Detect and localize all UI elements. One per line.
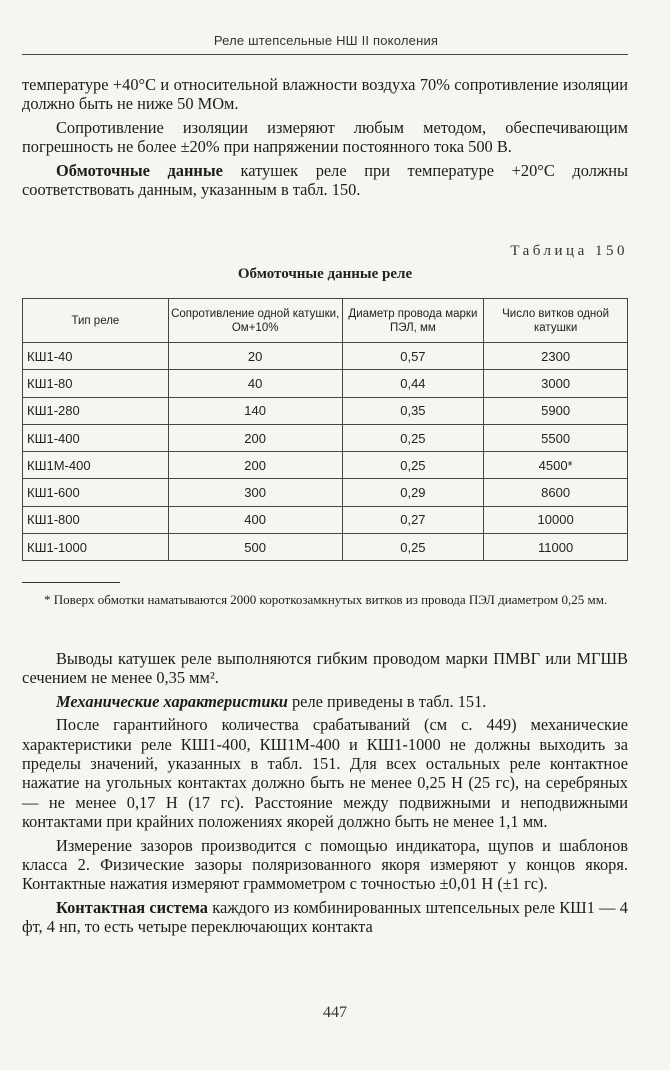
table-cell: 8600 bbox=[484, 479, 628, 506]
table-cell: 0,44 bbox=[342, 370, 484, 397]
footnote-rule bbox=[22, 582, 120, 583]
table-cell: 0,57 bbox=[342, 343, 484, 370]
column-header: Число витков одной катушки bbox=[484, 299, 628, 343]
bold-lead: Механические характеристики bbox=[56, 691, 288, 711]
table-row bbox=[23, 452, 628, 479]
table-cell: КШ1-40 bbox=[23, 343, 169, 370]
table-cell: КШ1-600 bbox=[23, 479, 169, 506]
table-cell: 140 bbox=[168, 397, 342, 424]
table-cell: 20 bbox=[168, 343, 342, 370]
paragraph: Сопротивление изоляции измеряют любым методом, обеспечивающим погрешность не более ±20% при напряжении постоянного тока 500 В. bbox=[22, 117, 628, 157]
body-text-bottom bbox=[22, 649, 628, 937]
table-row bbox=[23, 343, 628, 370]
table-cell: 0,25 bbox=[342, 534, 484, 561]
column-header: Тип реле bbox=[23, 299, 169, 343]
bold-lead: Контактная система bbox=[56, 897, 208, 917]
paragraph bbox=[22, 692, 628, 711]
table-cell: КШ1-80 bbox=[23, 370, 169, 397]
table-cell: 10000 bbox=[484, 506, 628, 533]
bold-lead: Обмоточные данные bbox=[56, 160, 223, 180]
header-rule bbox=[22, 54, 628, 55]
table-cell: 2300 bbox=[484, 343, 628, 370]
table-cell: 400 bbox=[168, 506, 342, 533]
table-cell: 11000 bbox=[484, 534, 628, 561]
table-cell: 200 bbox=[168, 452, 342, 479]
table-cell: КШ1-800 bbox=[23, 506, 169, 533]
table-row bbox=[23, 370, 628, 397]
table-cell: 300 bbox=[168, 479, 342, 506]
paragraph bbox=[22, 898, 628, 937]
paragraph: температуре +40°С и относительной влажности воздуха 70% сопротивление изоляции должно быть не ниже 50 МОм. bbox=[22, 75, 628, 114]
table-cell: 40 bbox=[168, 370, 342, 397]
footnote: * Поверх обмотки наматываются 2000 короткозамкнутых витков из провода ПЭЛ диаметром 0,25 мм. bbox=[44, 592, 608, 607]
table-row bbox=[23, 534, 628, 561]
table-row bbox=[23, 506, 628, 533]
table-cell: КШ1-400 bbox=[23, 424, 169, 451]
table-cell: 0,35 bbox=[342, 397, 484, 424]
table-cell: 0,27 bbox=[342, 506, 484, 533]
table-header-row bbox=[23, 299, 628, 343]
paragraph-text: каждого из комбинированных штепсельных реле КШ1 — 4 фт, 4 нп, то есть четыре переключающих контакта bbox=[22, 897, 628, 937]
paragraph-text: реле приведены в табл. 151. bbox=[287, 691, 487, 711]
paragraph-text: катушек реле при температуре +20°С должны соответствовать данным, указанным в табл. 150. bbox=[22, 160, 628, 200]
table-cell: КШ1М-400 bbox=[23, 452, 169, 479]
column-header: Диаметр провода марки ПЭЛ, мм bbox=[342, 299, 484, 343]
table-cell: 200 bbox=[168, 424, 342, 451]
table-label: Таблица 150 bbox=[510, 243, 628, 259]
running-header: Реле штепсельные НШ II поколения bbox=[213, 33, 439, 48]
body-text-top bbox=[22, 75, 628, 199]
table-cell: 5500 bbox=[484, 424, 628, 451]
paragraph: После гарантийного количества срабатываний (см с. 449) механические характеристики реле КШ1-400, КШ1М-400 и КШ1-1000 не должны выходить за пределы значений, указанных в табл. 151. Для всех остальных реле контактное нажатие на угольных контактах должно быть не менее 0,25 Н (25 гс), на серебряных — не менее 0,17 Н (17 гс). Расстояние между подвижными и неподвижными контактами при крайних положениях якорей должно быть не менее 1,1 мм. bbox=[22, 715, 628, 832]
winding-data-table bbox=[22, 298, 628, 561]
table-cell: КШ1-1000 bbox=[23, 534, 169, 561]
table-cell: 500 bbox=[168, 534, 342, 561]
table-row bbox=[23, 479, 628, 506]
table-row bbox=[23, 397, 628, 424]
table-row bbox=[23, 424, 628, 451]
table-cell: 3000 bbox=[484, 370, 628, 397]
table-cell: 0,29 bbox=[342, 479, 484, 506]
column-header: Сопротивление одной катушки, Ом+10% bbox=[168, 299, 342, 343]
table-cell: 0,25 bbox=[342, 424, 484, 451]
paragraph bbox=[22, 161, 628, 200]
table-cell: КШ1-280 bbox=[23, 397, 169, 424]
paragraph: Выводы катушек реле выполняются гибким проводом марки ПМВГ или МГШВ сечением не менее 0,35 мм². bbox=[22, 649, 628, 688]
paragraph: Измерение зазоров производится с помощью индикатора, щупов и шаблонов класса 2. Физические зазоры поляризованного якоря измеряют у концов якоря. Контактные нажатия измеряют граммометром с точностью ±0,01 Н (±1 гс). bbox=[22, 835, 628, 894]
table-caption: Обмоточные данные реле bbox=[237, 266, 413, 282]
table-cell: 4500* bbox=[484, 452, 628, 479]
table-cell: 5900 bbox=[484, 397, 628, 424]
page-number: 447 bbox=[323, 1004, 347, 1021]
table-cell: 0,25 bbox=[342, 452, 484, 479]
